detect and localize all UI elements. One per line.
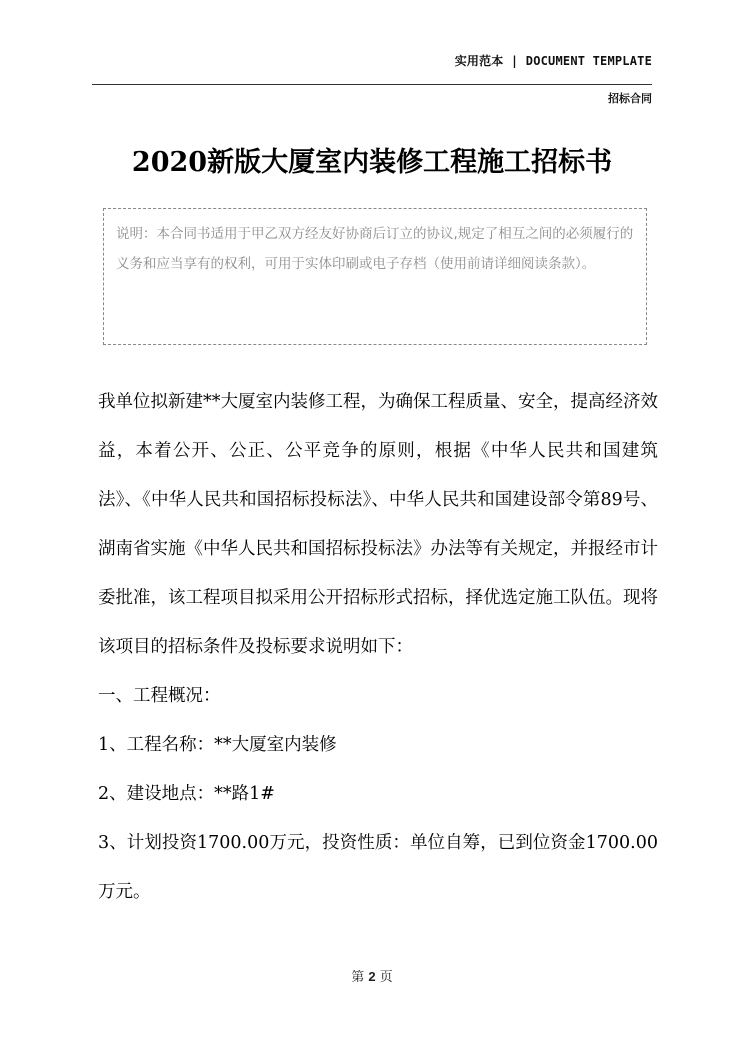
item-project-name: 1、工程名称：**大厦室内装修 bbox=[98, 735, 337, 755]
item-investment: 3、计划投资1700.00万元，投资性质：单位自筹，已到位资金1700.00万元。 bbox=[98, 833, 658, 902]
footer-suffix: 页 bbox=[379, 970, 393, 985]
page-footer bbox=[0, 966, 744, 985]
body-paragraph-intro: 我单位拟新建**大厦室内装修工程，为确保工程质量、安全，提高经济效益，本着公开、公正、公平竞争的原则，根据《中华人民共和国建筑法》、《中华人民共和国招标投标法》、中华人民共和国建设部令第89号、湖南省实施《中华人民共和国招标投标法》办法等有关规定，并报经市计委批准，该工程项目拟采用公开招标形式招标，择优选定施工队伍。现将该项目的招标条件及投标要求说明如下： bbox=[98, 392, 658, 657]
section-heading-overview: 一、工程概况： bbox=[98, 686, 221, 706]
header-document-template: 实用范本 | DOCUMENT TEMPLATE bbox=[454, 54, 652, 68]
document-title: 2020新版大厦室内装修工程施工招标书 bbox=[131, 147, 613, 178]
description-note: 说明：本合同书适用于甲乙双方经友好协商后订立的协议,规定了相互之间的必须履行的义务和应当享有的权利，可用于实体印刷或电子存档（使用前请详细阅读条款）。 bbox=[103, 208, 647, 345]
page-number: 2 bbox=[368, 969, 376, 984]
header-category: 招标合同 bbox=[608, 92, 652, 105]
item-location: 2、建设地点：**路1# bbox=[98, 784, 275, 804]
footer-prefix: 第 bbox=[351, 970, 365, 985]
document-body bbox=[98, 378, 658, 917]
header-divider bbox=[92, 84, 652, 85]
